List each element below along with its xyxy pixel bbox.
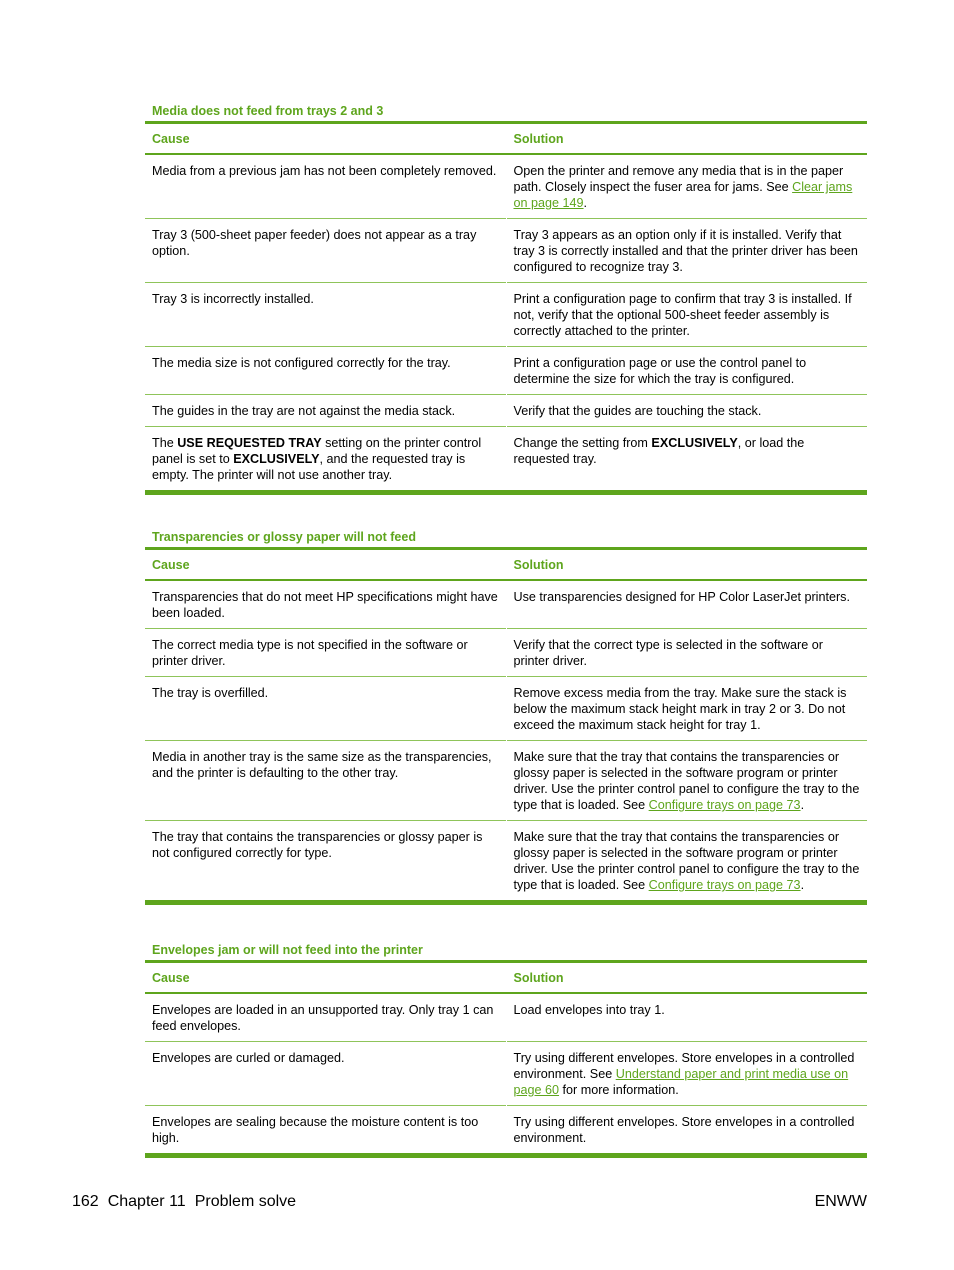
table-body (145, 154, 867, 493)
table-header-row (145, 962, 867, 994)
cell-text: Envelopes are sealing because the moisture content is too high. (152, 1115, 479, 1145)
cell-text: Envelopes are curled or damaged. (152, 1051, 345, 1065)
solution-cell (506, 677, 867, 741)
solution-cell (506, 1106, 867, 1156)
cell-text: Verify that the correct type is selected in the software or printer driver. (513, 638, 823, 668)
cross-reference-link[interactable]: Configure trays on page 73 (648, 798, 801, 812)
cause-cell (145, 395, 506, 427)
cell-text: The tray is overfilled. (152, 686, 269, 700)
solution-column-header: Solution (506, 123, 867, 155)
table-row (145, 283, 867, 347)
cell-text: Transparencies that do not meet HP specifications might have been loaded. (152, 590, 498, 620)
cell-text: Make sure that the tray that contains the transparencies or glossy paper is selected in the software program or printer driver. Use the printer control panel to configure the tray to the type that is loaded. See (513, 830, 860, 892)
cause-cell (145, 629, 506, 677)
cause-cell (145, 741, 506, 821)
table-row (145, 677, 867, 741)
solution-cell (506, 741, 867, 821)
cell-text: The guides in the tray are not against the media stack. (152, 404, 456, 418)
cell-text: . (583, 196, 588, 210)
table-row (145, 154, 867, 219)
cell-text: Use transparencies designed for HP Color LaserJet printers. (513, 590, 850, 604)
solution-cell (506, 993, 867, 1042)
cause-cell (145, 580, 506, 629)
solution-cell (506, 219, 867, 283)
setting-name: USE REQUESTED TRAY (177, 436, 322, 450)
solution-cell (506, 1042, 867, 1106)
cell-text: Verify that the guides are touching the stack. (513, 404, 762, 418)
solution-cell (506, 154, 867, 219)
cell-text: Load envelopes into tray 1. (513, 1003, 665, 1017)
table-body (145, 580, 867, 903)
solution-cell (506, 629, 867, 677)
cell-text: for more information. (559, 1083, 679, 1097)
table-row (145, 347, 867, 395)
cause-cell (145, 821, 506, 903)
table-row (145, 741, 867, 821)
cell-text: Media in another tray is the same size as the transparencies, and the printer is defaulting to the other tray. (152, 750, 492, 780)
setting-name: EXCLUSIVELY (233, 452, 320, 466)
cause-cell (145, 283, 506, 347)
cause-column-header: Cause (145, 549, 506, 581)
cell-text: Print a configuration page to confirm that tray 3 is installed. If not, verify that the optional 500-sheet feeder assembly is correctly attached to the printer. (513, 292, 852, 338)
solution-cell (506, 580, 867, 629)
cause-cell (145, 427, 506, 493)
cell-text: The tray that contains the transparencies or glossy paper is not configured correctly for type. (152, 830, 483, 860)
cell-text: Tray 3 is incorrectly installed. (152, 292, 314, 306)
page-footer-right: ENWW (814, 1193, 867, 1210)
cell-text: Change the setting from (513, 436, 652, 450)
section-title: Envelopes jam or will not feed into the printer (152, 943, 423, 957)
cell-text: The correct media type is not specified in the software or printer driver. (152, 638, 468, 668)
cell-text: Tray 3 appears as an option only if it is installed. Verify that tray 3 is correctly installed and that the printer driver has been configured to recognize tray 3. (513, 228, 858, 274)
cell-text: Remove excess media from the tray. Make sure the stack is below the maximum stack height mark in tray 2 or 3. Do not exceed the maximum stack height for tray 1. (513, 686, 847, 732)
solution-cell (506, 427, 867, 493)
cause-cell (145, 347, 506, 395)
table-row (145, 993, 867, 1042)
cause-cell (145, 1106, 506, 1156)
solution-cell (506, 283, 867, 347)
section-title: Media does not feed from trays 2 and 3 (152, 104, 384, 118)
cause-column-header: Cause (145, 962, 506, 994)
troubleshooting-table (145, 960, 867, 1158)
cross-reference-link[interactable]: Configure trays on page 73 (648, 878, 801, 892)
cause-cell (145, 219, 506, 283)
cell-text: setting on the printer control panel is set to (152, 436, 482, 466)
table-row (145, 427, 867, 493)
cell-text: . (800, 798, 805, 812)
section-envelopes-jam (145, 940, 867, 1158)
chapter-title: Problem solve (194, 1193, 297, 1210)
page-number: 162 (72, 1193, 99, 1210)
cause-column-header: Cause (145, 123, 506, 155)
cell-text: Make sure that the tray that contains the transparencies or glossy paper is selected in the software program or printer driver. Use the printer control panel to configure the tray to the type that is loaded. See (513, 750, 860, 812)
cell-text: , or load the requested tray. (513, 436, 805, 466)
table-row (145, 580, 867, 629)
troubleshooting-table (145, 121, 867, 495)
setting-name: EXCLUSIVELY (651, 436, 738, 450)
table-header-row (145, 123, 867, 155)
table-header-row (145, 549, 867, 581)
cause-cell (145, 154, 506, 219)
cause-cell (145, 1042, 506, 1106)
cell-text: The (152, 436, 178, 450)
cross-reference-link[interactable]: Clear jams on page 149 (513, 180, 853, 210)
cause-cell (145, 993, 506, 1042)
cell-text: Print a configuration page or use the control panel to determine the size for which the tray is configured. (513, 356, 807, 386)
section-transparencies-not-feeding (145, 527, 867, 905)
troubleshooting-table (145, 547, 867, 905)
table-body (145, 993, 867, 1156)
table-row (145, 219, 867, 283)
table-row (145, 821, 867, 903)
cell-text: . (800, 878, 805, 892)
table-row (145, 1042, 867, 1106)
solution-cell (506, 821, 867, 903)
cell-text: Tray 3 (500-sheet paper feeder) does not appear as a tray option. (152, 228, 477, 258)
cause-cell (145, 677, 506, 741)
table-row (145, 629, 867, 677)
section-title: Transparencies or glossy paper will not feed (152, 530, 416, 544)
section-media-not-feeding (145, 101, 867, 495)
table-row (145, 1106, 867, 1156)
cell-text: Open the printer and remove any media that is in the paper path. Closely inspect the fuser area for jams. See (513, 164, 844, 194)
solution-cell (506, 347, 867, 395)
cell-text: Try using different envelopes. Store envelopes in a controlled environment. (513, 1115, 855, 1145)
chapter-label: Chapter 11 (107, 1193, 186, 1210)
cell-text: , and the requested tray is empty. The printer will not use another tray. (152, 452, 466, 482)
table-row (145, 395, 867, 427)
cell-text: Media from a previous jam has not been completely removed. (152, 164, 497, 178)
cross-reference-link[interactable]: Understand paper and print media use on page 60 (513, 1067, 849, 1097)
solution-cell (506, 395, 867, 427)
cell-text: Try using different envelopes. Store envelopes in a controlled environment. See (513, 1051, 855, 1081)
page-footer-left (72, 1192, 305, 1212)
solution-column-header: Solution (506, 962, 867, 994)
solution-column-header: Solution (506, 549, 867, 581)
cell-text: Envelopes are loaded in an unsupported tray. Only tray 1 can feed envelopes. (152, 1003, 494, 1033)
cell-text: The media size is not configured correctly for the tray. (152, 356, 451, 370)
